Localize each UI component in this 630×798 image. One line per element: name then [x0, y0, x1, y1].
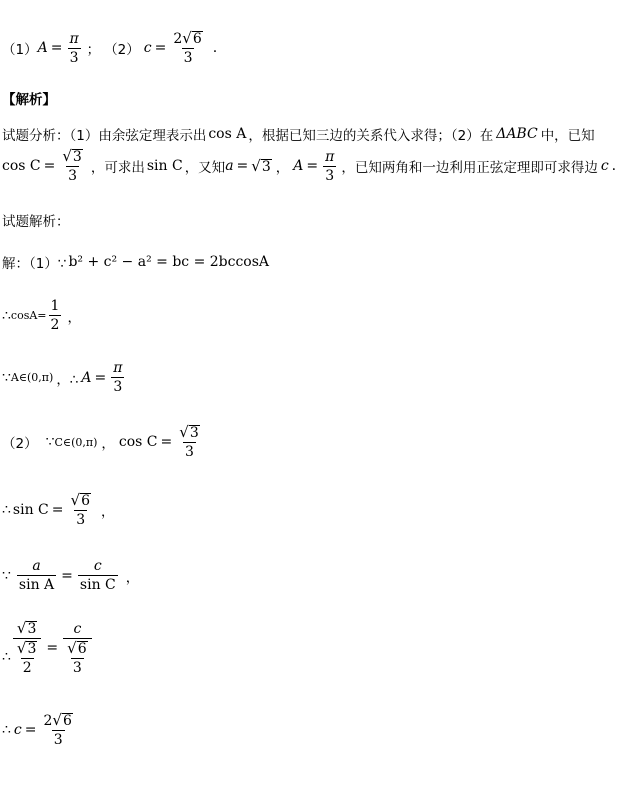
answer-period: . — [212, 40, 218, 56]
frac-num: π — [113, 360, 123, 376]
answer-A: A — [37, 40, 48, 56]
frac-num: c — [93, 558, 102, 574]
eq: = — [24, 722, 37, 738]
coef: 2 — [43, 713, 53, 729]
step-3 — [2, 360, 126, 395]
step-1 — [2, 252, 269, 272]
A-fraction — [111, 360, 124, 395]
analysis-A: A — [293, 158, 304, 174]
eq: = — [94, 369, 107, 386]
sqrt: √ 3 — [16, 639, 37, 657]
step3-therefore: ，∴ — [56, 371, 79, 388]
step4-label: （2） — [2, 436, 38, 452]
therefore: ∴ — [2, 307, 11, 324]
analysis-a: a — [225, 158, 234, 174]
sqrt: √ 6 — [182, 29, 202, 47]
compound-fraction — [13, 620, 41, 676]
step1-equation: b² + c² − a² = bc = 2bccosA — [68, 254, 270, 270]
frac-den: 3 — [76, 512, 86, 528]
step-8 — [2, 712, 77, 748]
frac-num — [42, 712, 75, 730]
sqrt: √ 6 — [67, 638, 87, 657]
analysis-text4: ，又知 — [184, 160, 226, 176]
step1-prefix: 解：（1）∵ — [2, 256, 67, 272]
frac-den: sin A — [18, 577, 55, 593]
analysis-text2: 中，已知 — [540, 128, 595, 144]
sqrt: √ 3 — [62, 147, 82, 165]
frac-num — [171, 30, 204, 48]
analysis-c: c — [600, 158, 609, 174]
analysis-text3: ，可求出 — [90, 160, 145, 176]
analysis-line-2 — [2, 148, 616, 184]
because: ∵ — [2, 369, 11, 386]
answer-part2-label: （2） — [104, 42, 140, 58]
because: ∵ — [2, 567, 11, 584]
section-title: 【解析】 — [2, 92, 56, 108]
analysis-text1: ，根据已知三边的关系代入求得；（2）在 — [248, 128, 494, 144]
eq: = — [51, 502, 64, 518]
answer-line — [2, 30, 217, 66]
frac-den: 3 — [325, 167, 335, 184]
frac-den: 2 — [50, 317, 60, 333]
sqrt: √ 6 — [52, 711, 72, 729]
step-5 — [2, 492, 114, 528]
A-fraction — [323, 149, 336, 184]
final-c-fraction — [42, 712, 75, 748]
step-2 — [2, 298, 81, 333]
answer-c-fraction — [171, 30, 204, 66]
frac-den: 3 — [185, 444, 194, 460]
step5-sinC: sin C — [12, 502, 49, 518]
answer-eq2: = — [154, 40, 167, 56]
frac-den: 3 — [113, 379, 123, 395]
sqrt3: √ 3 — [251, 156, 271, 175]
sqrt: √ 3 — [179, 423, 199, 441]
analysis-intro: 试题分析：（1）由余弦定理表示出 — [2, 128, 207, 144]
comma: ， — [125, 569, 140, 586]
analysis-text6: ，已知两角和一边利用正弦定理即可求得边 — [341, 160, 598, 176]
sqrt-arg: 3 — [261, 158, 271, 175]
frac-num — [15, 620, 39, 638]
inner-fraction — [15, 640, 39, 676]
frac-den — [13, 638, 41, 676]
frac-num: π — [325, 148, 335, 165]
frac-num: c — [73, 620, 82, 637]
cosC-fraction — [60, 148, 84, 184]
frac-den: 3 — [183, 50, 193, 66]
coef: 2 — [173, 31, 183, 47]
answer-c: c — [143, 40, 152, 56]
sqrt-arg: 3 — [189, 425, 199, 441]
analysis-cosA: cos A — [208, 126, 247, 142]
frac-den — [63, 638, 91, 676]
step3-A: A — [81, 369, 92, 386]
step2-cosA: cosA= — [10, 309, 47, 322]
sqrt: √ 3 — [16, 619, 37, 637]
step-4 — [2, 424, 204, 460]
solution-label: 试题解析： — [2, 214, 70, 230]
half-fraction — [49, 298, 62, 333]
sqrt: √ 6 — [70, 491, 90, 509]
frac-num — [15, 640, 39, 658]
analysis-text5: ， — [275, 160, 290, 176]
frac-den: sin C — [79, 577, 116, 593]
analysis-line-1 — [2, 124, 595, 144]
frac-num — [65, 640, 89, 658]
step8-c: c — [13, 722, 22, 738]
step-6 — [2, 558, 139, 593]
analysis-text7: . — [611, 158, 617, 174]
frac-den: 3 — [69, 49, 79, 66]
comma: ， — [67, 309, 81, 326]
step4-range: C∈(0,π) — [54, 435, 98, 449]
frac-den: 3 — [68, 168, 78, 184]
answer-eq: = — [50, 40, 63, 56]
a-over-sinA — [17, 558, 56, 593]
answer-A-fraction — [67, 31, 80, 66]
comma: ， — [101, 436, 115, 452]
step-7 — [2, 620, 94, 676]
analysis-cosC: cos C — [2, 158, 41, 174]
answer-part1-label: （1） — [2, 42, 38, 58]
because: ∵ — [45, 434, 55, 450]
inner-fraction — [65, 640, 89, 676]
frac-den: 2 — [22, 660, 32, 676]
sqrt-arg: 3 — [27, 621, 37, 637]
frac-num: 1 — [50, 298, 60, 314]
step3-range: A∈(0,π) — [10, 371, 54, 384]
frac-num: π — [69, 30, 79, 47]
cosC-fraction — [177, 424, 201, 460]
sqrt-arg: 3 — [72, 149, 82, 165]
frac-num: a — [32, 558, 41, 574]
analysis-triangle: ΔABC — [496, 126, 538, 142]
answer-sep: ； — [86, 42, 101, 58]
eq: = — [306, 158, 319, 174]
c-over-sinC — [78, 558, 118, 593]
eq: = — [236, 158, 249, 174]
therefore: ∴ — [2, 649, 11, 665]
therefore: ∴ — [2, 722, 11, 738]
eq: = — [43, 158, 56, 174]
eq: = — [46, 640, 59, 656]
frac-den: 3 — [72, 659, 82, 676]
therefore: ∴ — [2, 502, 11, 518]
sqrt-arg: 6 — [77, 640, 87, 657]
sqrt-arg: 6 — [81, 493, 90, 509]
frac-num — [69, 492, 93, 510]
c-over-sqrt6-fraction — [63, 621, 91, 676]
sqrt-arg: 6 — [192, 31, 202, 47]
frac-num — [177, 424, 201, 442]
frac-num — [60, 148, 84, 166]
analysis-sinC: sin C — [146, 158, 183, 174]
sqrt-arg: 3 — [27, 641, 37, 657]
sqrt-arg: 6 — [62, 713, 72, 729]
step4-cosC: cos C — [118, 434, 158, 450]
comma: ， — [100, 504, 115, 520]
eq: = — [160, 434, 173, 450]
sinC-fraction — [69, 492, 93, 528]
frac-den: 3 — [53, 732, 63, 748]
eq: = — [61, 567, 73, 584]
